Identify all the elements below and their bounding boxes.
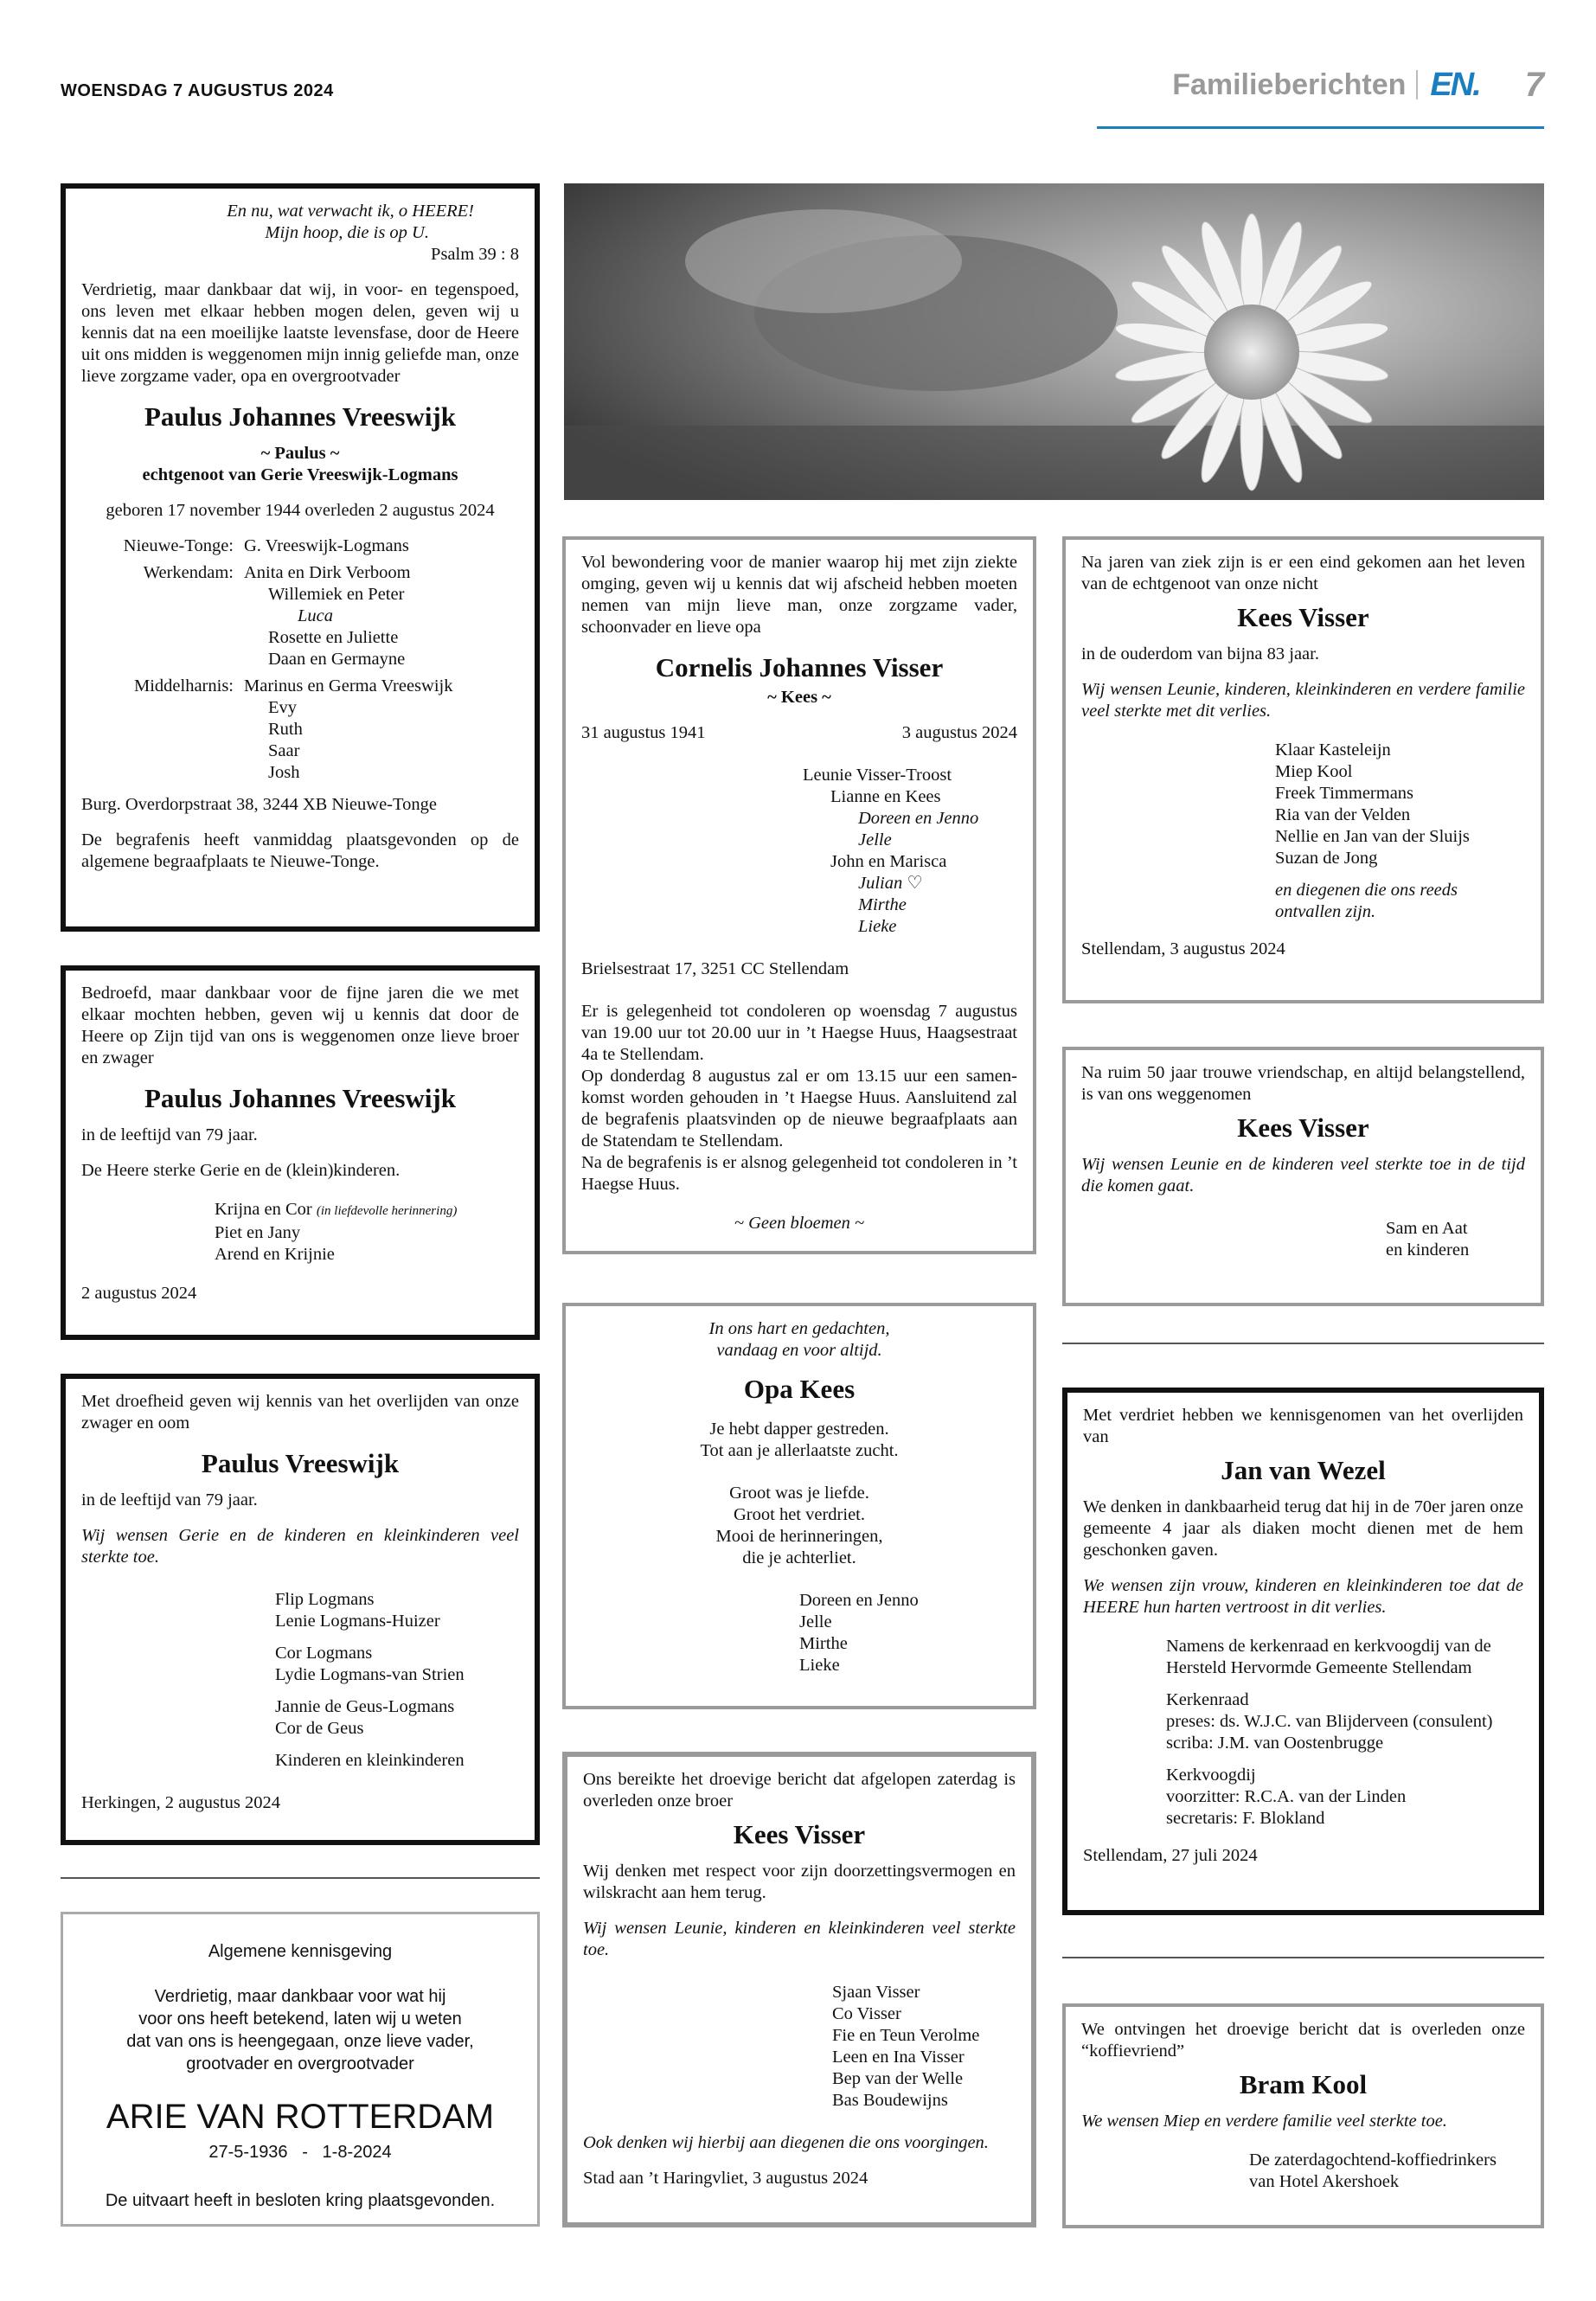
deceased-name: Opa Kees [743, 1374, 856, 1404]
signatory: Nellie en Jan van der Sluijs [1275, 827, 1470, 846]
signatory-note: (in liefdevolle herinnering) [316, 1204, 458, 1218]
signatory: Miep Kool [1275, 762, 1353, 781]
place-date: Stad aan ’t Haringvliet, 3 augustus 2024 [583, 2169, 869, 2188]
family-name: Doreen en Jenno [858, 809, 979, 828]
wish: Wij wensen Gerie en de kinderen en kleinkinderen veel sterkte toe. [81, 1526, 519, 1567]
notice-text: voor ons heeft betekend, laten wij u weten [138, 2009, 462, 2029]
family-name: Jelle [858, 830, 892, 849]
announcement-intro: Met verdriet hebben we kennisgenomen van het overlijden van [1083, 1406, 1523, 1446]
announcement-intro: Na jaren van ziek zijn is er een eind gekomen aan het leven van de echtgenoot van onze nicht [1081, 553, 1525, 593]
newspaper-logo: EN. [1430, 66, 1480, 103]
family-name: Lianne en Kees [830, 787, 941, 806]
signatories [1081, 1218, 1525, 1261]
wish: Wij wensen Leunie, kinderen, kleinkinderen en verdere familie veel sterkte met dit verlies. [1081, 680, 1525, 721]
signatory: Jelle [799, 1612, 832, 1631]
poem-line: die je achterliet. [742, 1548, 856, 1567]
deceased-name: Paulus Johannes Vreeswijk [144, 1083, 456, 1113]
family-name: Willemiek en Peter [268, 585, 405, 604]
memorial-line: vandaag en voor altijd. [716, 1341, 882, 1360]
age: in de leeftijd van 79 jaar. [81, 1125, 258, 1144]
poem-line: Mooi de herinneringen, [715, 1527, 883, 1546]
family-name: Daan en Germayne [268, 650, 406, 669]
column-divider [1062, 1343, 1544, 1344]
deceased-name: Cornelis Johannes Visser [655, 652, 944, 683]
signatory: Co Visser [832, 2004, 901, 2023]
deceased-spouse: echtgenoot van Gerie Vreeswijk-Logmans [142, 465, 458, 484]
family-name: Mirthe [858, 895, 907, 914]
family-name: Leunie Visser-Troost [803, 766, 952, 785]
behalf-line: Hersteld Hervormde Gemeente Stellendam [1166, 1658, 1472, 1677]
daisy-photo [564, 183, 1544, 500]
verse-line: Mijn hoop, die is op U. [265, 223, 429, 242]
age: in de ouderdom van bijna 83 jaar. [1081, 644, 1319, 663]
family-name: Marinus en Germa Vreeswijk [244, 676, 453, 695]
poem-line: Groot het verdriet. [734, 1505, 865, 1524]
obituary-cornelis-johannes-visser [562, 536, 1036, 1254]
family-name: Evy [268, 698, 298, 717]
family-name: Ruth [268, 720, 303, 739]
announcement-intro: Verdrietig, maar dankbaar dat wij, in voor- en tegenspoed, ons leven met elkaar hebben mogen delen, geven wij u kennis dat na een moeilijke laatste levensfase, door de Heere uit ons midden is weggenomen mijn innig geliefde man, onze lieve zorgzame vader, opa en overgrootvader [81, 280, 519, 386]
signatory: Bas Boudewijns [832, 2091, 948, 2110]
signatory: Cor Logmans [275, 1644, 373, 1663]
announcement-intro: Na ruim 50 jaar trouwe vriendschap, en altijd belangstellend, is van ons weggenomen [1081, 1063, 1525, 1104]
header-rule [1097, 126, 1544, 129]
family-place: Nieuwe-Tonge: [123, 536, 234, 555]
wish: Wij wensen Leunie en de kinderen veel sterkte toe in de tijd die komen gaat. [1081, 1155, 1525, 1195]
column-divider [61, 1877, 540, 1879]
obituary-paulus-vreeswijk [61, 1374, 540, 1845]
family-name: G. Vreeswijk-Logmans [244, 536, 409, 555]
family-group [81, 535, 519, 557]
signatory: Suzan de Jong [1275, 849, 1378, 868]
signatories [1081, 740, 1525, 923]
signatory: Krijna en Cor [215, 1200, 312, 1219]
board-member: voorzitter: R.C.A. van der Linden [1166, 1787, 1407, 1806]
family-name: Anita en Dirk Verboom [244, 563, 411, 582]
poem-line: Je hebt dapper gestreden. [709, 1420, 889, 1439]
signatory: Arend en Krijnie [215, 1245, 335, 1264]
signatory: Klaar Kasteleijn [1275, 740, 1391, 760]
verse-line: En nu, wat verwacht ik, o HEERE! [227, 202, 474, 221]
church-signatories [1083, 1636, 1523, 1830]
council-title: Kerkenraad [1166, 1690, 1249, 1709]
signatories [1081, 2150, 1525, 2193]
signatories [583, 1982, 1016, 2112]
signatory: en kinderen [1386, 1240, 1470, 1259]
signatory: Bep van der Welle [832, 2069, 964, 2088]
deceased-name: Paulus Johannes Vreeswijk [144, 401, 456, 432]
family-list [581, 765, 1017, 938]
family-name: Saar [268, 741, 300, 760]
life-dates [581, 722, 1017, 744]
no-flowers: ~ Geen bloemen ~ [734, 1214, 865, 1233]
signatory: van Hotel Akershoek [1249, 2172, 1400, 2191]
signatory: Ria van der Velden [1275, 805, 1411, 824]
obituary-kees-visser-niece [1062, 536, 1544, 1003]
notice-text: Verdrietig, maar dankbaar voor wat hij [154, 1987, 446, 2006]
daisy-image [564, 183, 1544, 500]
notice-text: dat van ons is heengegaan, onze lieve vader, [126, 2032, 474, 2051]
obituary-jan-van-wezel [1062, 1388, 1544, 1915]
birth-date: 31 augustus 1941 [581, 723, 706, 742]
signatory: Mirthe [799, 1634, 848, 1653]
notice-title: Algemene kennisgeving [208, 1942, 393, 1961]
family-group [81, 676, 519, 784]
family-place: Middelharnis: [133, 676, 234, 695]
address: Burg. Overdorpstraat 38, 3244 XB Nieuwe-Tonge [81, 795, 437, 814]
board-member: secretaris: F. Blokland [1166, 1809, 1325, 1828]
condolence-info: Er is gelegenheid tot condoleren op woensdag 7 augustus van 19.00 uur tot 20.00 uur in ’t Haegse Huus, Haagsestraat 4a te Stellendam. [581, 1002, 1017, 1064]
signatory: Cor de Geus [275, 1719, 364, 1738]
life-dates: 27-5-1936 - 1-8-2024 [208, 2143, 392, 2162]
signatory: Lieke [799, 1656, 840, 1675]
signatories [81, 1199, 519, 1266]
funeral-notice: De uitvaart heeft in besloten kring plaatsgevonden. [105, 2191, 496, 2210]
family-name: John en Marisca [830, 852, 947, 871]
signatory: Sam en Aat [1386, 1219, 1468, 1238]
family-name: Rosette en Juliette [268, 628, 399, 647]
signatory: Lydie Logmans-van Strien [275, 1665, 465, 1684]
deceased-name: Kees Visser [1237, 1112, 1369, 1143]
page-number: 7 [1524, 65, 1544, 104]
header-divider [1416, 70, 1418, 99]
council-member: scriba: J.M. van Oostenbrugge [1166, 1734, 1384, 1753]
poem-line: Tot aan je allerlaatste zucht. [700, 1441, 899, 1460]
announcement-intro: Met droefheid geven wij kennis van het overlijden van onze zwager en oom [81, 1392, 519, 1433]
section-title: Familieberichten [1172, 67, 1407, 101]
obituary-kees-visser-siblings [562, 1752, 1036, 2227]
signatory: Fie en Teun Verolme [832, 2026, 980, 2045]
poem-line: Groot was je liefde. [729, 1484, 869, 1503]
service-info: Op donderdag 8 augustus zal er om 13.15 uur een samenkomst worden gehouden in ’t Haegse Huus. Aansluitend zal de begrafenis plaatsvinden op de nieuwe begraafplaats aan de Statendam te Stellendam. [581, 1067, 1017, 1150]
signatory: Kinderen en kleinkinderen [275, 1751, 465, 1770]
signatory: Freek Timmermans [1275, 784, 1414, 803]
family-name: Luca [298, 606, 333, 625]
family-group [81, 562, 519, 670]
signatory: Flip Logmans [275, 1590, 375, 1609]
verse-reference: Psalm 39 : 8 [431, 245, 519, 264]
memory-line: en diegenen die ons reeds [1275, 881, 1458, 900]
signatory: Leen en Ina Visser [832, 2048, 965, 2067]
place-date: Stellendam, 3 augustus 2024 [1081, 939, 1285, 958]
remembrance: We denken in dankbaarheid terug dat hij in de 70er jaren onze gemeente 4 jaar als diaken mocht dienen met de hem geschonken gaven. [1083, 1497, 1523, 1560]
remembrance: Wij denken met respect voor zijn doorzettingsvermogen en wilskracht aan hem terug. [583, 1862, 1016, 1902]
signatory: Piet en Jany [215, 1223, 301, 1242]
announcement-intro: Bedroefd, maar dankbaar voor de fijne jaren die we met elkaar mochten hebben, geven wij u kennis dat door de Heere op Zijn tijd van ons is weggenomen onze lieve broer en zwager [81, 984, 519, 1067]
deceased-name: Jan van Wezel [1221, 1455, 1386, 1485]
signatories [81, 1589, 519, 1772]
announcement-intro: Vol bewondering voor de manier waarop hij met zijn ziekte omging, geven wij u kennis dat wij afscheid hebben moeten nemen van mijn lieve man, onze zorgzame vader, schoonvader en lieve opa [581, 553, 1017, 637]
obituary-paulus-johannes-vreeswijk-family [61, 183, 540, 932]
signatory: De zaterdagochtend-koffiedrinkers [1249, 2150, 1497, 2170]
wish: We wensen zijn vrouw, kinderen en kleinkinderen toe dat de HEERE hun harten vertroost in dit verlies. [1083, 1576, 1523, 1617]
family-place: Werkendam: [143, 563, 234, 582]
signatory: Doreen en Jenno [799, 1591, 919, 1610]
after-funeral-info: Na de begrafenis is er alsnog gelegenheid tot condoleren in ’t Haegse Huus. [581, 1153, 1017, 1194]
date: 2 augustus 2024 [81, 1284, 197, 1303]
memory-line: ontvallen zijn. [1275, 902, 1376, 921]
obituary-paulus-johannes-vreeswijk-siblings [61, 965, 540, 1340]
memorial-opa-kees [562, 1303, 1036, 1709]
signatory: Jannie de Geus-Logmans [275, 1697, 455, 1716]
column-divider [1062, 1957, 1544, 1958]
issue-date: WOENSDAG 7 AUGUSTUS 2024 [61, 81, 334, 100]
board-title: Kerkvoogdij [1166, 1766, 1256, 1785]
memory-line: Ook denken wij hierbij aan diegenen die ons voorgingen. [583, 2133, 989, 2152]
announcement-intro: Ons bereikte het droevige bericht dat afgelopen zaterdag is overleden onze broer [583, 1770, 1016, 1811]
memorial-line: In ons hart en gedachten, [708, 1319, 890, 1338]
place-date: Herkingen, 2 augustus 2024 [81, 1793, 281, 1812]
deceased-name: Paulus Vreeswijk [201, 1448, 400, 1478]
page-header [1172, 66, 1544, 104]
signatory: Sjaan Visser [832, 1983, 920, 2002]
obituary-bram-kool [1062, 2003, 1544, 2228]
deceased-name: ARIE VAN ROTTERDAM [106, 2098, 495, 2136]
family-name: Josh [268, 763, 300, 782]
notice-text: grootvader en overgrootvader [186, 2054, 414, 2073]
family-name: Lieke [858, 917, 897, 936]
signatories [581, 1590, 1017, 1676]
wish: We wensen Miep en verdere familie veel sterkte toe. [1081, 2112, 1447, 2131]
family-name: Julian ♡ [858, 874, 923, 893]
life-dates: geboren 17 november 1944 overleden 2 augustus 2024 [106, 501, 495, 520]
deceased-name: Bram Kool [1239, 2069, 1368, 2099]
deceased-name: Kees Visser [1237, 602, 1369, 632]
address: Brielsestraat 17, 3251 CC Stellendam [581, 959, 849, 978]
age: in de leeftijd van 79 jaar. [81, 1490, 258, 1509]
signatory: Lenie Logmans-Huizer [275, 1612, 440, 1631]
announcement-intro: We ontvingen het droevige bericht dat is overleden onze “koffievriend” [1081, 2020, 1525, 2061]
deceased-nickname: ~ Paulus ~ [260, 444, 340, 463]
deceased-nickname: ~ Kees ~ [767, 688, 831, 707]
wish: De Heere sterke Gerie en de (klein)kinderen. [81, 1161, 401, 1180]
general-notice-arie-van-rotterdam [61, 1912, 540, 2227]
deceased-name: Kees Visser [733, 1819, 866, 1849]
obituary-kees-visser-friends [1062, 1047, 1544, 1306]
wish: Wij wensen Leunie, kinderen en kleinkinderen veel sterkte toe. [583, 1919, 1016, 1959]
funeral-notice: De begrafenis heeft vanmiddag plaatsgevonden op de algemene begraafplaats te Nieuwe-Tonge. [81, 830, 519, 871]
behalf-line: Namens de kerkenraad en kerkvoogdij van de [1166, 1637, 1491, 1656]
death-date: 3 augustus 2024 [901, 723, 1017, 742]
council-member: preses: ds. W.J.C. van Blijderveen (consulent) [1166, 1712, 1493, 1731]
place-date: Stellendam, 27 juli 2024 [1083, 1846, 1258, 1865]
